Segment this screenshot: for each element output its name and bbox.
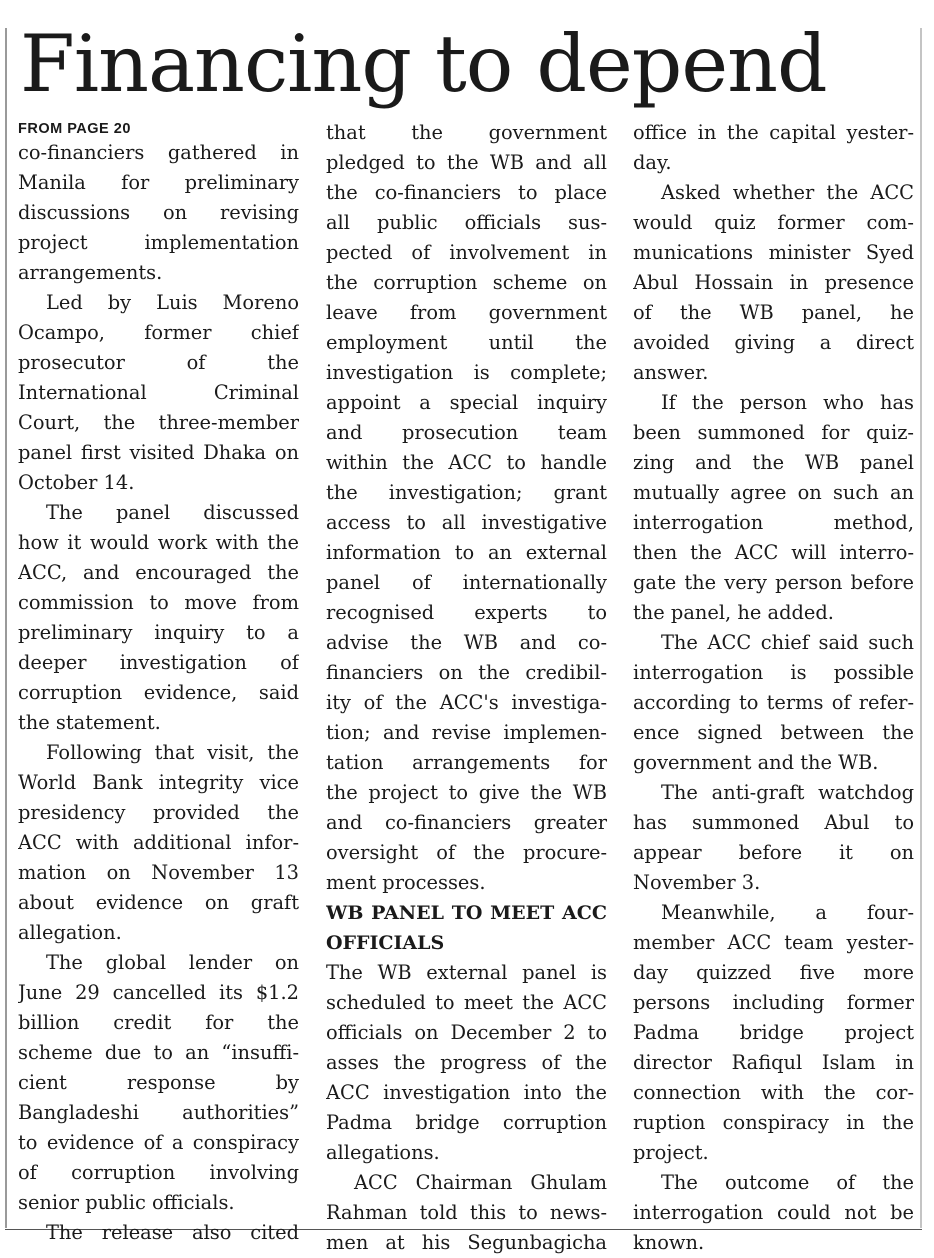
article-line: Led by Luis Moreno (46, 291, 299, 314)
article-line: billion credit for the (18, 1011, 299, 1034)
article-line: that the government (326, 121, 607, 144)
article-line: office in the capital yester- (633, 121, 914, 144)
article-line: day quizzed five more (633, 961, 914, 984)
article-line: Bangladeshi authorities” (18, 1101, 299, 1124)
article-line: ACC investigation into the (326, 1081, 607, 1104)
article-line: If the person who has (661, 391, 914, 414)
article-line: The global lender on (46, 951, 299, 974)
article-line: interrogation is possible (633, 661, 914, 684)
article-line: Rahman told this to news- (326, 1201, 607, 1224)
article-line: men at his Segunbagicha (326, 1231, 607, 1254)
article-line: the corruption scheme on (326, 271, 607, 294)
article-line: leave from government (326, 301, 607, 324)
article-line: the investigation; grant (326, 481, 607, 504)
article-line: all public officials sus- (326, 211, 607, 234)
article-line: the co-financiers to place (326, 181, 607, 204)
article-line: access to all investigative (326, 511, 607, 534)
subheading-line: OFFICIALS (326, 932, 445, 954)
article-line: World Bank integrity vice (18, 771, 299, 794)
article-line: arrangements. (18, 261, 163, 284)
article-line: persons including former (633, 991, 914, 1014)
article-line: October 14. (18, 471, 135, 494)
article-line: ity of the ACC's investiga- (326, 691, 607, 714)
article-line: The release also cited (46, 1221, 299, 1244)
article-line: co-financiers gathered in (18, 141, 299, 164)
article-line: interrogation method, (633, 511, 914, 534)
article-line: has summoned Abul to (633, 811, 914, 834)
article-line: discussions on revising (18, 201, 299, 224)
right-column-rule (920, 28, 922, 1228)
article-line: mation on November 13 (18, 861, 299, 884)
article-line: day. (633, 151, 672, 174)
article-line: member ACC team yester- (633, 931, 914, 954)
article-line: ACC, and encouraged the (18, 561, 299, 584)
article-line: appoint a special inquiry (326, 391, 607, 414)
article-line: financiers on the credibil- (326, 661, 607, 684)
article-line: about evidence on graft (18, 891, 299, 914)
article-line: the statement. (18, 711, 161, 734)
article-line: information to an external (326, 541, 607, 564)
article-line: allegation. (18, 921, 122, 944)
article-line: officials on December 2 to (326, 1021, 607, 1044)
article-line: panel first visited Dhaka on (18, 441, 299, 464)
article-line: tion; and revise implemen- (326, 721, 607, 744)
article-line: project implementation (18, 231, 299, 254)
article-line: avoided giving a direct (633, 331, 914, 354)
article-line: Manila for preliminary (18, 171, 299, 194)
subheading-line: WB PANEL TO MEET ACC (326, 902, 607, 924)
article-line: then the ACC will interro- (633, 541, 914, 564)
article-line: recognised experts to (326, 601, 607, 624)
article-line: interrogation could not be (633, 1201, 914, 1224)
article-line: advise the WB and co- (326, 631, 607, 654)
article-line: connection with the cor- (633, 1081, 914, 1104)
article-line: Court, the three-member (18, 411, 299, 434)
article-line: tation arrangements for (326, 751, 607, 774)
article-line: according to terms of refer- (633, 691, 914, 714)
article-line: to evidence of a conspiracy (18, 1131, 299, 1154)
article-line: Following that visit, the (46, 741, 299, 764)
article-column-2 (326, 118, 607, 1258)
article-line: how it would work with the (18, 531, 299, 554)
article-line: ment processes. (326, 871, 486, 894)
article-line: employment until the (326, 331, 607, 354)
article-line: oversight of the procure- (326, 841, 607, 864)
article-line: mutually agree on such an (633, 481, 914, 504)
left-column-rule (5, 28, 7, 1228)
article-line: ence signed between the (633, 721, 914, 744)
article-line: The WB external panel is (326, 961, 607, 984)
article-line: The anti-graft watchdog (661, 781, 914, 804)
article-line: the project to give the WB (326, 781, 607, 804)
article-line: gate the very person before (633, 571, 914, 594)
article-line: of the WB panel, he (633, 301, 914, 324)
article-line: ACC with additional infor- (18, 831, 299, 854)
article-line: scheme due to an “insuffi- (18, 1041, 299, 1064)
article-line: Abul Hossain in presence (633, 271, 914, 294)
article-line: scheduled to meet the ACC (326, 991, 607, 1014)
article-column-1 (18, 138, 299, 1248)
article-line: the panel, he added. (633, 601, 834, 624)
article-line: been summoned for quiz- (633, 421, 914, 444)
article-line: The panel discussed (46, 501, 299, 524)
article-line: ACC Chairman Ghulam (354, 1171, 607, 1194)
article-line: director Rafiqul Islam in (633, 1051, 914, 1074)
article-line: would quiz former com- (633, 211, 914, 234)
article-line: senior public officials. (18, 1191, 235, 1214)
article-line: known. (633, 1231, 705, 1254)
article-line: commission to move from (18, 591, 299, 614)
article-line: Padma bridge corruption (326, 1111, 607, 1134)
article-line: asses the progress of the (326, 1051, 607, 1074)
article-line: project. (633, 1141, 709, 1164)
article-line: pected of involvement in (326, 241, 607, 264)
article-line: cient response by (18, 1071, 299, 1094)
article-line: corruption evidence, said (18, 681, 299, 704)
headline: Financing to depend (20, 18, 827, 110)
article-line: Asked whether the ACC (661, 181, 914, 204)
article-line: panel of internationally (326, 571, 607, 594)
article-line: pledged to the WB and all (326, 151, 607, 174)
article-line: appear before it on (633, 841, 914, 864)
article-line: presidency provided the (18, 801, 299, 824)
article-line: within the ACC to handle (326, 451, 607, 474)
article-line: June 29 cancelled its $1.2 (18, 981, 299, 1004)
jump-line: FROM PAGE 20 (18, 121, 131, 137)
article-line: deeper investigation of (18, 651, 299, 674)
article-line: and co-financiers greater (326, 811, 607, 834)
article-line: investigation is complete; (326, 361, 607, 384)
article-line: answer. (633, 361, 709, 384)
article-line: Meanwhile, a four- (661, 901, 914, 924)
article-line: of corruption involving (18, 1161, 299, 1184)
article-line: November 3. (633, 871, 761, 894)
article-line: allegations. (326, 1141, 440, 1164)
article-line: munications minister Syed (633, 241, 914, 264)
article-column-3 (633, 118, 914, 1258)
article-line: preliminary inquiry to a (18, 621, 299, 644)
article-line: ruption conspiracy in the (633, 1111, 914, 1134)
article-line: government and the WB. (633, 751, 879, 774)
article-line: prosecutor of the (18, 351, 299, 374)
article-line: Ocampo, former chief (18, 321, 299, 344)
article-line: zing and the WB panel (633, 451, 914, 474)
article-line: International Criminal (18, 381, 299, 404)
article-line: The ACC chief said such (661, 631, 914, 654)
article-line: The outcome of the (661, 1171, 914, 1194)
article-line: and prosecution team (326, 421, 607, 444)
article-line: Padma bridge project (633, 1021, 914, 1044)
